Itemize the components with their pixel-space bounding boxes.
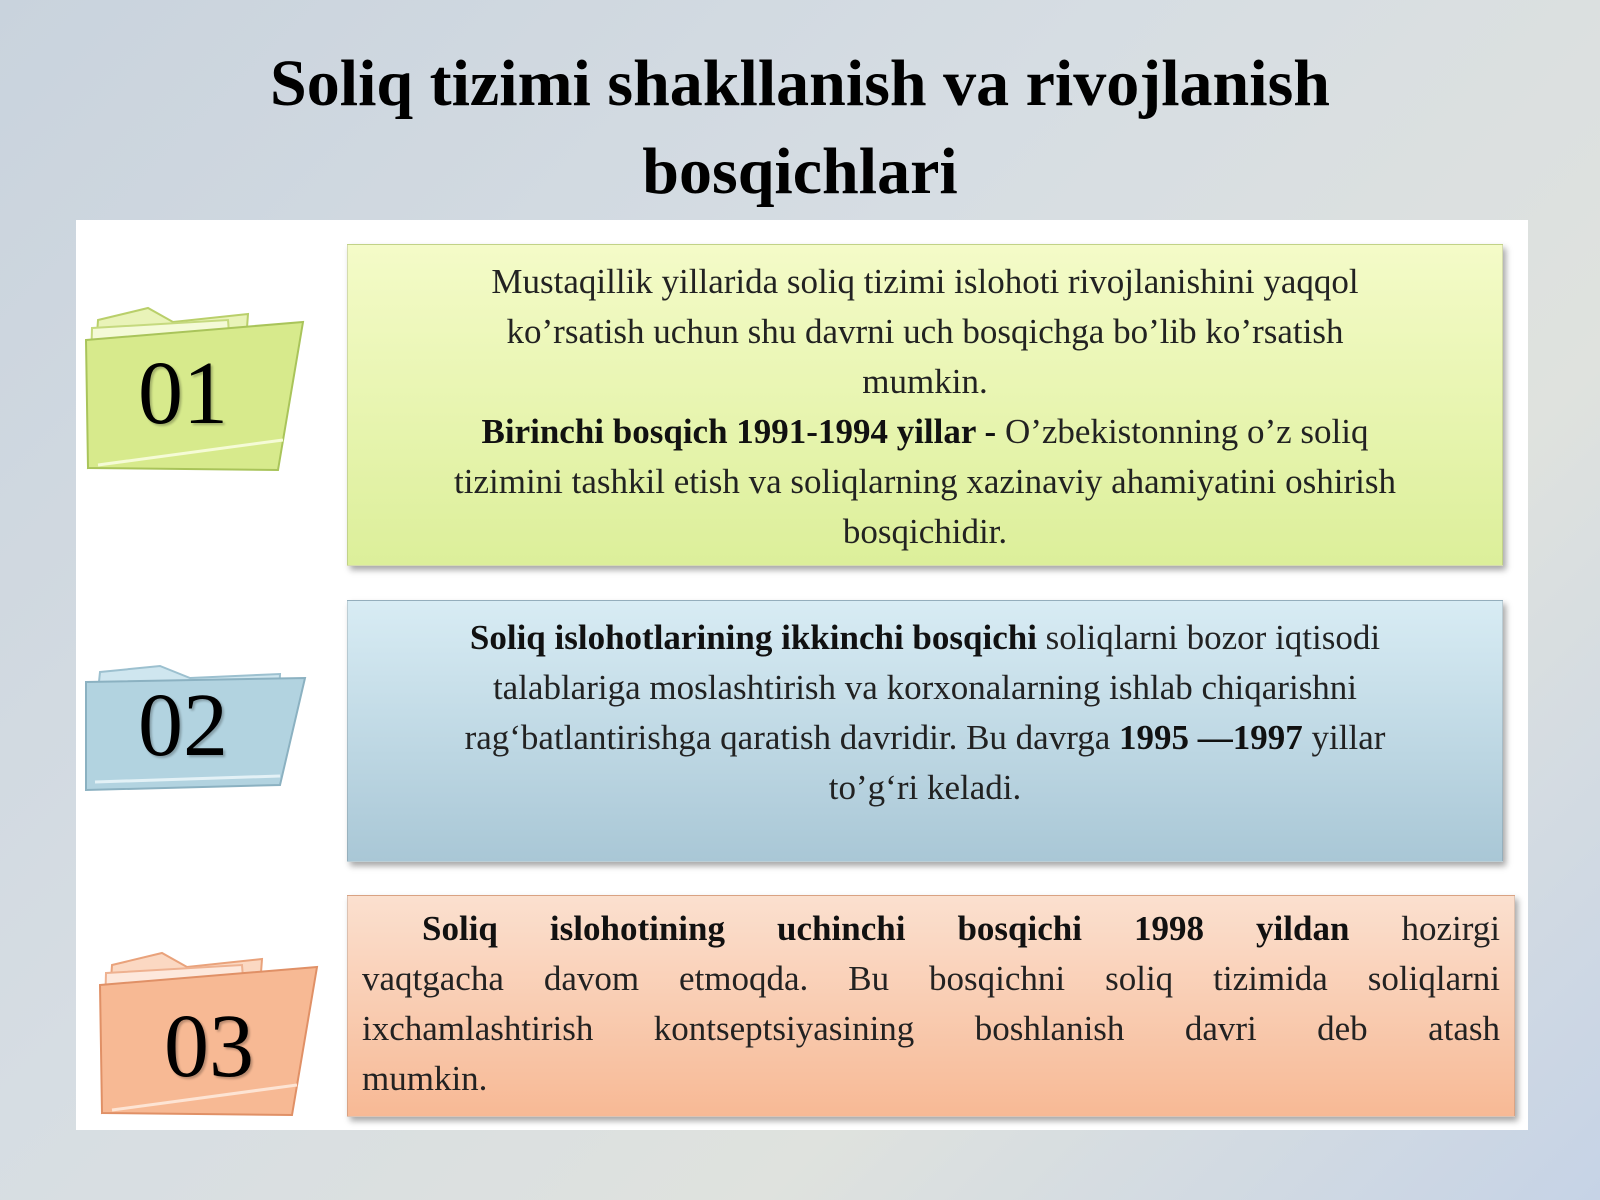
stage-3-line-2: vaqtgacha davom etmoqda. Bu bosqichni soliq tizimida soliqlarni <box>362 959 1500 998</box>
folder-icon-blue <box>80 660 310 795</box>
stage-3-line-3: ixchamlashtirish kontseptsiyasining boshlanish davri deb atash <box>362 1009 1500 1048</box>
stage-number-01: 01 <box>138 344 228 443</box>
stage-1-intro-line-2: ko’rsatish uchun shu davrni uch bosqichga bo’lib ko’rsatish <box>506 312 1344 351</box>
slide-title <box>0 40 1600 216</box>
stage-1-rest-line-3: bosqichidir. <box>842 512 1008 551</box>
stage-number-03: 03 <box>164 997 254 1096</box>
stage-2-line-3-pre: rag‘batlantirishga qaratish davridir. Bu davrga <box>464 718 1120 757</box>
stage-1-box <box>347 244 1503 566</box>
stage-number-02: 02 <box>138 676 228 775</box>
stage-1-intro-line-1: Mustaqillik yillarida soliq tizimi islohoti rivojlanishini yaqqol <box>491 262 1359 301</box>
stage-2-years: 1995 —1997 <box>1119 718 1303 757</box>
stage-1-rest-line-2: tizimini tashkil etish va soliqlarning xazinaviy ahamiyatini oshirish <box>454 462 1396 501</box>
folder-icon-orange <box>92 945 322 1125</box>
title-line-2: bosqichlari <box>642 135 958 208</box>
stage-3-heading: Soliq islohotining uchinchi bosqichi 1998 yildan <box>422 909 1350 948</box>
stage-1-rest-line-1: O’zbekistonning o’z soliq <box>1004 412 1369 451</box>
folder-icon-green <box>78 300 308 480</box>
stage-3-line-1: hozirgi <box>1349 909 1500 948</box>
stage-2-line-2: talablariga moslashtirish va korxonalarning ishlab chiqarishni <box>492 668 1358 707</box>
stage-3-line-4: mumkin. <box>362 1059 488 1098</box>
stage-2-heading: Soliq islohotlarining ikkinchi bosqichi <box>469 618 1037 657</box>
stage-2-box <box>347 600 1503 862</box>
stage-2-line-1: soliqlarni bozor iqtisodi <box>1036 618 1381 657</box>
stage-1-heading: Birinchi bosqich 1991-1994 yillar - <box>481 412 1005 451</box>
stage-3-box <box>347 895 1515 1117</box>
stage-1-intro-line-3: mumkin. <box>862 362 988 401</box>
stage-2-line-4: to’g‘ri keladi. <box>828 768 1022 807</box>
stage-2-line-3-post: yillar <box>1302 718 1386 757</box>
title-line-1: Soliq tizimi shakllanish va rivojlanish <box>270 47 1330 120</box>
